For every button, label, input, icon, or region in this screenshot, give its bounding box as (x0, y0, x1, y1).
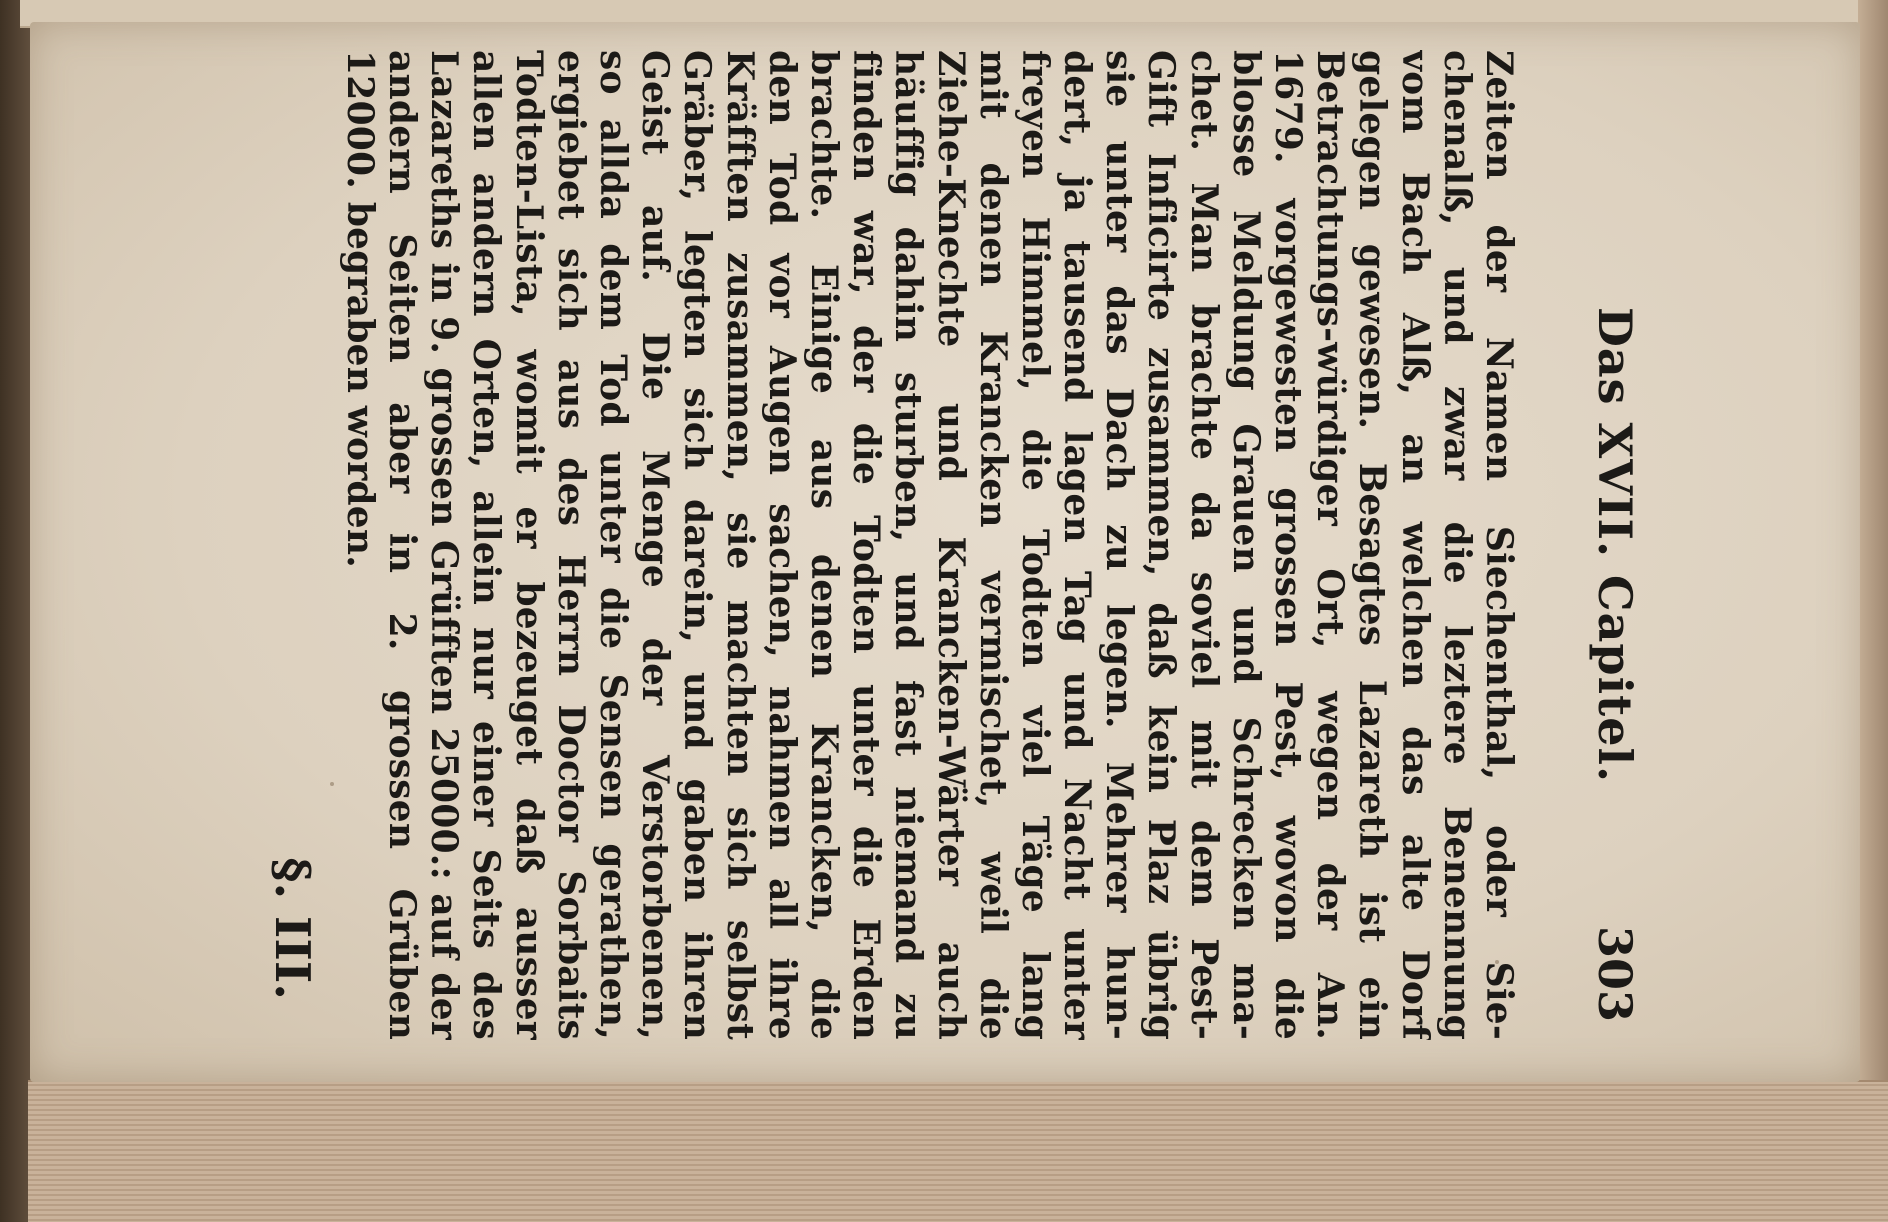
text-line: Gräber, legten sich darein, und gaben ihren (676, 50, 719, 1040)
text-line: vom Bach Alß, an welchen das alte Dorf (1393, 50, 1436, 1040)
text-line: andern Seiten aber in 2. grossen Grüben (381, 50, 424, 1040)
text-line: finden war, der die Todten unter die Erden (845, 50, 888, 1040)
text-line: 1679. vorgewesten grossen Pest, wovon die (1267, 50, 1310, 1040)
text-line: Zeiten der Namen Siechenthal, oder Sie- (1478, 50, 1520, 1040)
text-line: so allda dem Tod unter die Sensen gerathen, (592, 50, 635, 1040)
text-line: freyen Himmel, die Todten viel Täge lang (1013, 50, 1056, 1040)
text-line: Lazareths in 9. grossen Grüfften 25000.: auf der (423, 50, 466, 1040)
text-line: ergiebet sich aus des Herrn Doctor Sorbaits (549, 50, 592, 1040)
text-line: Ziehe-Knechte und Krancken-Wärter auch (929, 50, 972, 1040)
rotated-text-block (230, 50, 1660, 1040)
chapter-title: Das XVII. Capitel. (1588, 306, 1642, 784)
text-line: 12000. begraben worden. (338, 50, 381, 568)
text-line: Gift Inficirte zusammen, daß kein Plaz übrig (1140, 50, 1183, 1040)
text-line: sie unter das Dach zu legen. Mehrer hun- (1098, 50, 1141, 1040)
page-fore-edge (1858, 0, 1888, 1222)
text-line: Todten-Lista, womit er bezeuget daß ausser (507, 50, 550, 1040)
running-head (1570, 50, 1660, 1040)
page-block-edge (28, 1080, 1888, 1222)
text-line: blosse Meldung Grauen und Schrecken ma- (1224, 50, 1267, 1040)
text-line: dert, ja tausend lagen Tag und Nacht unter (1056, 50, 1099, 1040)
text-line: den Tod vor Augen sachen, nahmen all ihre (760, 50, 803, 1040)
page-number: 303 (1588, 925, 1642, 1022)
text-line: allen andern Orten, allein nur einer Seits des (465, 50, 508, 1040)
body-text (339, 50, 1520, 1040)
text-line: Geist auf. Die Menge der Verstorbenen, (634, 50, 677, 1040)
text-line: chenalß, und zwar die leztere Benennung (1435, 50, 1478, 1040)
text-line: mit denen Krancken vermischet, weil die (971, 50, 1014, 1040)
text-line: gelegen gewesen. Besagtes Lazareth ist ein (1351, 50, 1394, 1040)
text-line: chet. Man brachte da soviel mit dem Pest- (1182, 50, 1225, 1040)
text-line: Kräfften zusammen, sie machten sich selbst (718, 50, 761, 1040)
text-line: Betrachtungs-würdiger Ort, wegen der An. (1309, 50, 1352, 1040)
catchword: §. III. (264, 857, 320, 1000)
text-line: brachte. Einige aus denen Krancken, die (803, 50, 845, 1040)
text-line: häuffig dahin sturben, und fast niemand zu (887, 50, 930, 1040)
